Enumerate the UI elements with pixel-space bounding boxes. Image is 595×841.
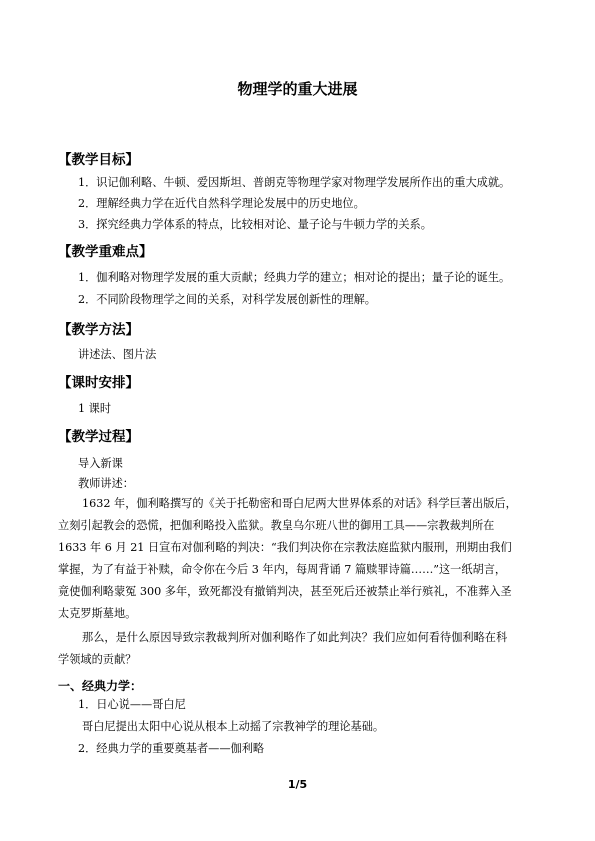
subsection-heading-classical-mechanics: 一、经典力学： bbox=[58, 679, 143, 693]
paragraph-1-line: 立刻引起教会的恐慌，把伽利略投入监狱。教皇乌尔班八世的御用工具——宗教裁判所在 bbox=[58, 519, 495, 532]
paragraph-1-line: 1632 年，伽利略撰写的《关于托勒密和哥白尼两大世界体系的对话》科学巨著出版后， bbox=[82, 497, 517, 510]
paragraph-2-line: 学领域的贡献？ bbox=[58, 653, 137, 666]
goal-item-3: 3．探究经典力学体系的特点，比较相对论、量子论与牛顿力学的关系。 bbox=[78, 218, 432, 231]
goal-item-2: 2．理解经典力学在近代自然科学理论发展中的历史地位。 bbox=[78, 197, 365, 210]
paragraph-1-line: 太克罗斯墓地。 bbox=[58, 607, 137, 620]
page-number: 1/5 bbox=[287, 778, 308, 791]
paragraph-2-line: 那么，是什么原因导致宗教裁判所对伽利略作了如此判决？我们应如何看待伽利略在科 bbox=[82, 631, 508, 644]
methods-text: 讲述法、图片法 bbox=[78, 348, 157, 361]
section-heading-methods: 【教学方法】 bbox=[58, 322, 139, 338]
paragraph-1-line: 竟使伽利略蒙冤 300 多年，致死都没有撤销判决，甚至死后还被禁止举行殡礼，不准葬入圣 bbox=[58, 585, 512, 598]
process-teacher-label: 教师讲述： bbox=[78, 477, 134, 490]
list-item-galileo: 2．经典力学的重要奠基者——伽利略 bbox=[78, 742, 265, 755]
section-heading-goals: 【教学目标】 bbox=[58, 152, 139, 168]
paragraph-1-line: 掌握，为了有益于补赎，命令你在今后 3 年内，每周背诵 7 篇赎罪诗篇……”这一纸胡言， bbox=[58, 563, 507, 576]
paragraph-1-line: 1633 年 6 月 21 日宣布对伽利略的判决：“我们判决你在宗教法庭监狱内服刑，刑期由我们 bbox=[58, 541, 512, 554]
section-heading-process: 【教学过程】 bbox=[58, 429, 139, 445]
section-heading-schedule: 【课时安排】 bbox=[58, 375, 139, 391]
list-item-heliocentrism: 1．日心说——哥白尼 bbox=[78, 698, 186, 711]
list-item-heliocentrism-description: 哥白尼提出太阳中心说从根本上动摇了宗教神学的理论基础。 bbox=[82, 720, 385, 733]
schedule-text: 1 课时 bbox=[78, 402, 112, 415]
key-point-item-2: 2．不同阶段物理学之间的关系，对科学发展创新性的理解。 bbox=[78, 293, 376, 306]
process-intro: 导入新课 bbox=[78, 457, 123, 470]
key-point-item-1: 1．伽利略对物理学发展的重大贡献；经典力学的建立；相对论的提出；量子论的诞生。 bbox=[78, 271, 511, 284]
section-heading-key-points: 【教学重难点】 bbox=[58, 244, 153, 260]
page-title: 物理学的重大进展 bbox=[237, 80, 358, 98]
goal-item-1: 1．识记伽利略、牛顿、爱因斯坦、普朗克等物理学家对物理学发展所作出的重大成就。 bbox=[78, 176, 511, 189]
